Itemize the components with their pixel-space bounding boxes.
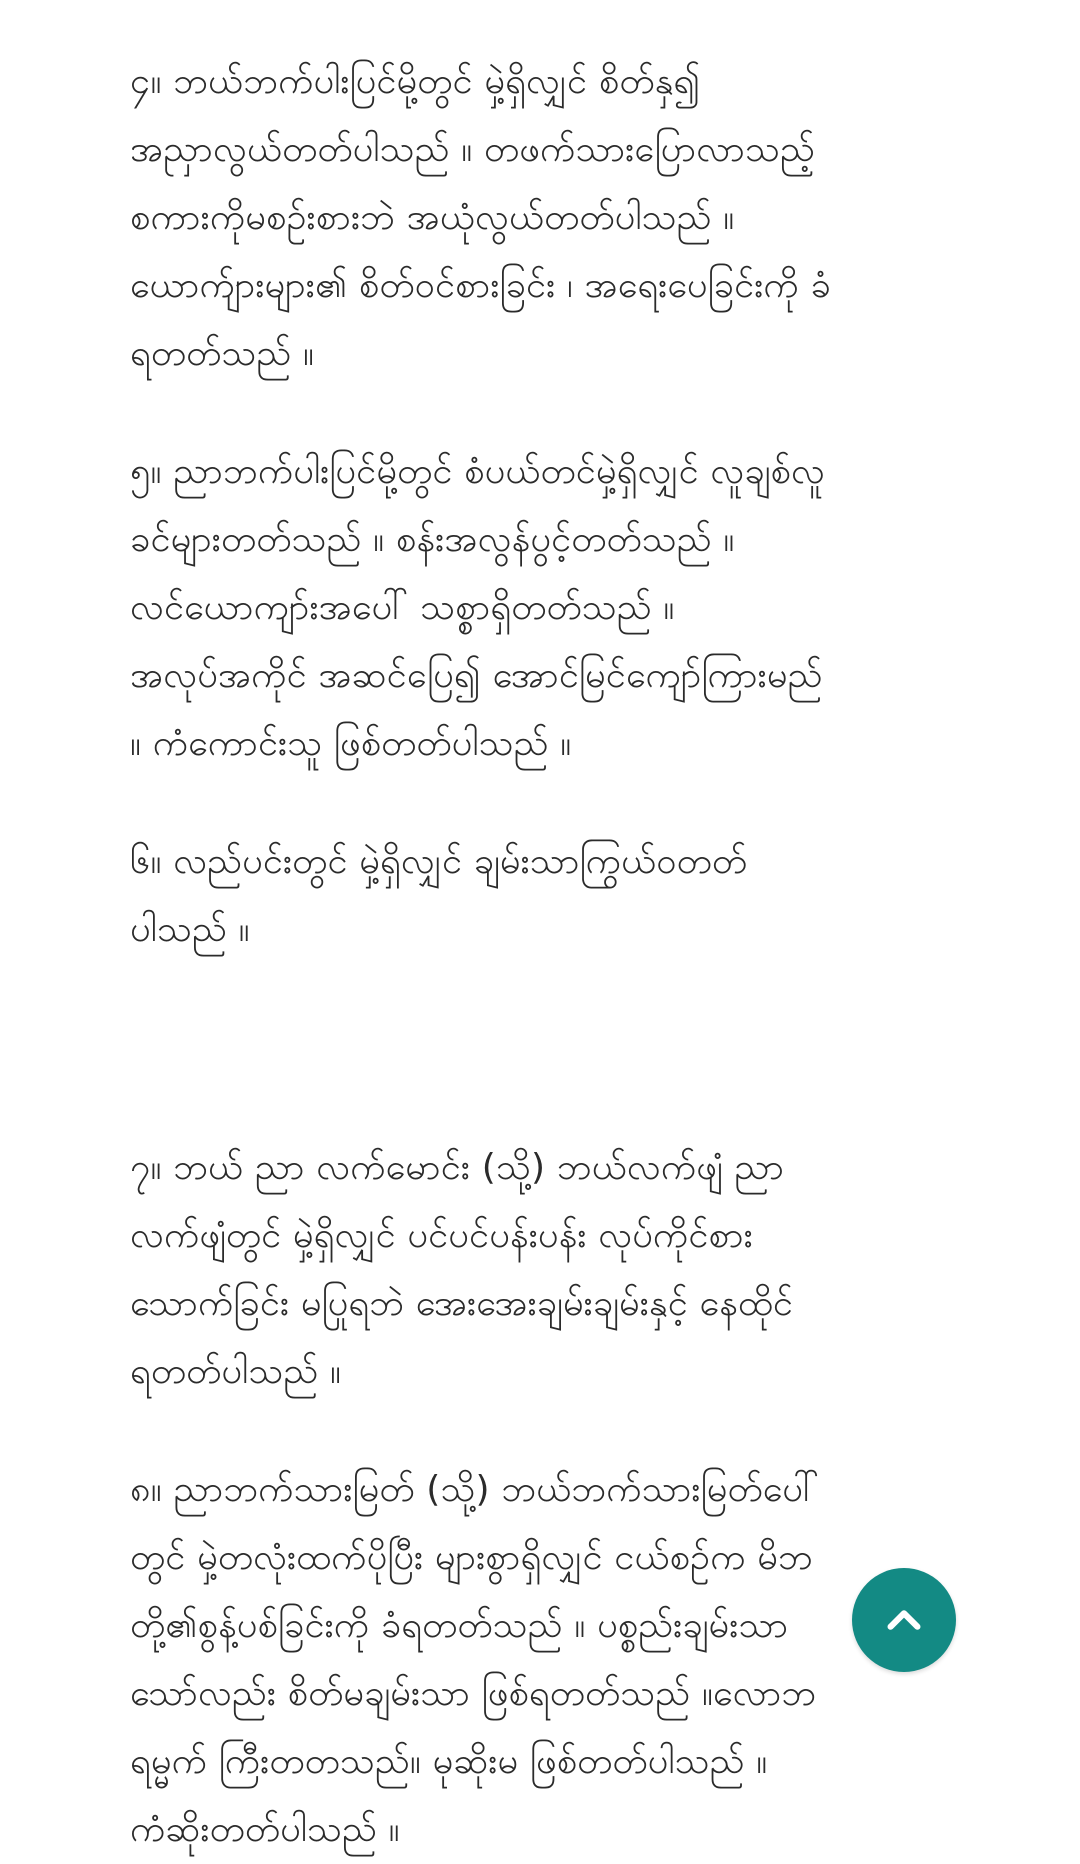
text-line: ၇။ ဘယ် ညာ လက်မောင်း (သို့) ဘယ်လက်ဖျံ ညာ	[130, 1147, 785, 1188]
paragraph-5	[130, 438, 990, 778]
paragraph-spacer	[130, 964, 990, 1134]
text-line: အလုပ်အကိုင် အဆင်ပြေ၍ အောင်မြင်ကျော်ကြားမည်	[130, 655, 823, 696]
paragraph-spacer	[130, 778, 990, 828]
text-line: တွင် မှဲ့တလုံးထက်ပိုပြီး များစွာရှိလျှင် ငယ်စဉ်က မိဘ	[130, 1537, 813, 1578]
text-line: သော်လည်း စိတ်မချမ်းသာ ဖြစ်ရတတ်သည် ။လောဘ	[130, 1673, 817, 1714]
paragraph-8	[130, 1456, 990, 1864]
text-line: ၅။ ညာဘက်ပါးပြင်မို့တွင် စံပယ်တင်မှဲ့ရှိလျှင် လူချစ်လူ	[130, 451, 825, 492]
text-line: လင်ယောကျာ်းအပေါ် သစ္စာရှိတတ်သည် ။	[130, 587, 675, 628]
text-line: ယောက်ျားများ၏ စိတ်ဝင်စားခြင်း ၊ အရေးပေခြင်းကို ခံ	[130, 265, 831, 306]
text-line: ပါသည် ။	[130, 909, 250, 950]
text-line: ရတတ်သည် ။	[130, 333, 315, 374]
text-line: ။ ကံကောင်းသူ ဖြစ်တတ်ပါသည် ။	[130, 723, 572, 764]
paragraph-7	[130, 1134, 990, 1406]
paragraph-4	[130, 48, 990, 388]
text-line: ခင်များတတ်သည် ။ စန်းအလွန်ပွင့်တတ်သည် ။	[130, 519, 735, 560]
chevron-up-icon	[881, 1597, 927, 1643]
text-line: အညှာလွယ်တတ်ပါသည် ။ တဖက်သားပြောလာသည့်	[130, 129, 815, 170]
text-line: ၄။ ဘယ်ဘက်ပါးပြင်မို့တွင် မှဲ့ရှိလျှင် စိတ်နှ၍	[130, 61, 701, 102]
text-line: ကံဆိုးတတ်ပါသည် ။	[130, 1809, 400, 1850]
text-line: ရတတ်ပါသည် ။	[130, 1351, 342, 1392]
text-line: ရမ္မက် ကြီးတတသည်။ မုဆိုးမ ဖြစ်တတ်ပါသည် ။	[130, 1741, 768, 1782]
text-line: သောက်ခြင်း မပြုရဘဲ အေးအေးချမ်းချမ်းနှင့် နေထိုင်	[130, 1283, 794, 1324]
text-line: လက်ဖျံတွင် မှဲ့ရှိလျှင် ပင်ပင်ပန်းပန်း လုပ်ကိုင်စား	[130, 1215, 753, 1256]
text-line: တို့၏စွန့်ပစ်ခြင်းကို ခံရတတ်သည် ။ ပစ္စည်းချမ်းသာ	[130, 1605, 789, 1646]
text-line: ၈။ ညာဘက်သားမြတ် (သို့) ဘယ်ဘက်သားမြတ်ပေါ်	[130, 1469, 820, 1510]
paragraph-6	[130, 828, 990, 964]
text-line: စကားကိုမစဉ်းစားဘဲ အယုံလွယ်တတ်ပါသည် ။	[130, 197, 735, 238]
paragraph-spacer	[130, 388, 990, 438]
paragraph-spacer	[130, 1406, 990, 1456]
scroll-to-top-button[interactable]	[852, 1568, 956, 1672]
text-line: ၆။ လည်ပင်းတွင် မှဲ့ရှိလျှင် ချမ်းသာကြွယ်ဝတတ်	[130, 841, 748, 882]
